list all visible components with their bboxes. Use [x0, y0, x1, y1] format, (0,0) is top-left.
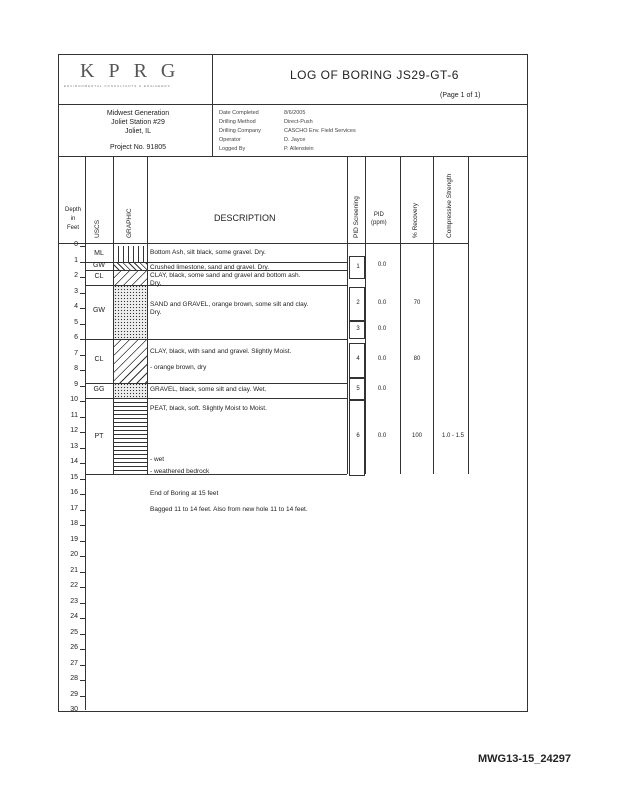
- info-value: D. Jayce: [284, 137, 306, 143]
- info-label: Date Completed: [219, 110, 259, 116]
- clay-pattern: [114, 270, 147, 285]
- depth-label: 7: [74, 349, 78, 357]
- layer-description: Dry.: [150, 280, 162, 287]
- layer-boundary: [85, 383, 347, 384]
- recovery-value: 70: [413, 300, 421, 306]
- depth-label: 13: [70, 442, 78, 450]
- depth-label: 30: [70, 706, 78, 713]
- layer-description: Bottom Ash, silt black, some gravel. Dry.: [150, 249, 266, 256]
- divider: [58, 156, 528, 157]
- gravel-pattern: [114, 383, 147, 398]
- sample-number: 6: [356, 433, 360, 439]
- depth-label: 20: [70, 551, 78, 558]
- divider: [58, 104, 528, 105]
- recovery-value: 100: [411, 433, 422, 439]
- depth-tick: [80, 432, 85, 433]
- uscs-code: CL: [94, 273, 104, 280]
- depth-tick: [80, 510, 85, 511]
- pid-value: 0.0: [377, 386, 387, 392]
- depth-tick: [80, 401, 85, 402]
- depth-label: 3: [74, 287, 78, 295]
- divider: [212, 54, 213, 156]
- layer-boundary: [85, 262, 347, 263]
- depth-tick: [80, 277, 85, 278]
- site-owner: Midwest Generation: [106, 110, 170, 117]
- layer-description: - orange brown, dry: [150, 364, 207, 371]
- divider: [147, 156, 148, 474]
- depth-tick: [80, 680, 85, 681]
- recovery-value: 80: [413, 356, 421, 362]
- page-number: (Page 1 of 1): [440, 92, 481, 99]
- depth-tick: [80, 479, 85, 480]
- sand-gravel-pattern: [114, 285, 147, 339]
- depth-axis: [85, 474, 86, 710]
- depth-label: 14: [70, 458, 78, 465]
- layer-description: CLAY, black, with sand and gravel. Slightly Moist.: [150, 348, 292, 355]
- depth-tick: [80, 587, 85, 588]
- depth-tick: [80, 417, 85, 418]
- uscs-header: USCS: [94, 219, 101, 238]
- sample-number: 1: [356, 264, 360, 270]
- uscs-code: CL: [94, 356, 104, 363]
- layer-description: PEAT, black, soft. Slightly Moist to Moist.: [150, 405, 267, 412]
- depth-tick: [80, 556, 85, 557]
- depth-tick: [80, 711, 85, 712]
- sample-number: 2: [356, 300, 360, 306]
- depth-label: 16: [70, 489, 78, 496]
- pid-value: 0.0: [377, 356, 387, 362]
- info-value: 8/6/2005: [284, 110, 306, 116]
- site-station: Joliet Station #29: [111, 119, 165, 126]
- depth-label: 2: [74, 272, 78, 279]
- logo: KPRG: [80, 60, 190, 82]
- depth-header-label: Depth: [64, 207, 81, 213]
- depth-label: 8: [74, 365, 78, 372]
- graphic-header: GRAPHIC: [126, 208, 133, 238]
- pid-value: 0.0: [377, 326, 387, 332]
- depth-label: 15: [70, 473, 78, 481]
- uscs-code: GW: [92, 307, 106, 314]
- layer-description: CLAY, black, some sand and gravel and bottom ash.: [150, 272, 301, 279]
- depth-label: 18: [70, 520, 78, 527]
- depth-tick: [80, 324, 85, 325]
- layer-boundary: [85, 474, 347, 475]
- project-number: Project No. 91805: [109, 144, 167, 151]
- bagged-note: Bagged 11 to 14 feet. Also from new hole 11 to 14 feet.: [150, 506, 308, 513]
- depth-header-in: in: [70, 216, 76, 222]
- depth-header-unit: Feet: [66, 225, 79, 231]
- depth-tick: [80, 494, 85, 495]
- pid-value: 0.0: [377, 433, 387, 439]
- depth-label: 26: [70, 644, 78, 651]
- document-id: MWG13-15_24297: [478, 753, 571, 765]
- end-of-boring-note: End of Boring at 15 feet: [150, 490, 219, 497]
- layer-description: GRAVEL, black, some silt and clay. Wet.: [150, 386, 267, 393]
- depth-tick: [80, 308, 85, 309]
- depth-label: 28: [70, 675, 78, 682]
- depth-label: 22: [70, 582, 78, 589]
- depth-label: 10: [70, 396, 78, 403]
- depth-label: 1: [74, 256, 78, 264]
- depth-tick: [80, 386, 85, 387]
- depth-label: 0: [74, 241, 78, 248]
- layer-description: Crushed limestone, sand and gravel. Dry.: [150, 264, 270, 271]
- pid-header-label: PID: [373, 212, 384, 218]
- uscs-code: PT: [94, 433, 104, 440]
- depth-tick: [80, 618, 85, 619]
- site-city: Joliet, IL: [124, 128, 152, 135]
- sample-number: 4: [356, 356, 360, 362]
- pid-value: 0.0: [377, 300, 387, 306]
- info-label: Operator: [219, 137, 241, 143]
- depth-tick: [80, 293, 85, 294]
- info-label: Drilling Method: [219, 119, 256, 125]
- depth-tick: [80, 603, 85, 604]
- layer-description: SAND and GRAVEL, orange brown, some silt and clay.: [150, 301, 309, 308]
- divider: [468, 156, 469, 474]
- depth-label: 25: [70, 628, 78, 636]
- depth-tick: [80, 246, 85, 247]
- description-header: DESCRIPTION: [214, 213, 276, 223]
- depth-label: 5: [74, 318, 78, 326]
- depth-tick: [80, 463, 85, 464]
- depth-label: 9: [74, 380, 78, 388]
- peat-pattern: [114, 398, 147, 474]
- layer-boundary: [85, 339, 347, 340]
- divider: [347, 156, 348, 474]
- depth-tick: [80, 525, 85, 526]
- uscs-code: ML: [94, 250, 104, 257]
- info-label: Logged By: [219, 146, 246, 152]
- layer-description: - weathered bedrock: [150, 468, 210, 475]
- sample-number: 3: [356, 326, 360, 332]
- depth-label: 17: [70, 504, 78, 512]
- depth-label: 23: [70, 597, 78, 605]
- compressive-value: 1.0 - 1.5: [441, 433, 464, 439]
- uscs-code: GW: [92, 262, 106, 269]
- divider: [365, 156, 366, 474]
- depth-tick: [80, 665, 85, 666]
- depth-tick: [80, 448, 85, 449]
- depth-label: 27: [70, 659, 78, 667]
- depth-label: 11: [70, 411, 78, 419]
- depth-label: 19: [70, 535, 78, 543]
- info-value: Direct-Push: [284, 119, 313, 125]
- sample-number: 5: [356, 386, 360, 392]
- depth-label: 6: [74, 334, 78, 341]
- depth-label: 24: [70, 613, 78, 620]
- pid-header: [371, 211, 387, 227]
- depth-label: 21: [70, 566, 78, 574]
- layer-boundary: [85, 285, 347, 286]
- layer-boundary: [85, 398, 347, 399]
- ash-pattern: [114, 246, 147, 262]
- info-value: P. Allenstein: [284, 146, 314, 152]
- depth-tick: [80, 696, 85, 697]
- divider: [58, 243, 468, 244]
- depth-header: [60, 206, 86, 233]
- depth-tick: [80, 634, 85, 635]
- depth-label: 4: [74, 303, 78, 310]
- divider: [85, 156, 86, 474]
- layer-description: - wet: [150, 456, 165, 463]
- pid-header-unit: (ppm): [371, 220, 387, 226]
- layer-description: Dry.: [150, 309, 162, 316]
- logo-subtitle: ENVIRONMENTAL CONSULTANTS & ENGINEERS: [64, 84, 171, 88]
- pid-value: 0.0: [377, 262, 387, 268]
- page-title: LOG OF BORING JS29-GT-6: [290, 68, 459, 82]
- divider: [433, 156, 434, 474]
- depth-tick: [80, 355, 85, 356]
- compressive-header: Compressive Strength: [446, 173, 453, 238]
- recovery-header: % Recovery: [412, 202, 419, 238]
- depth-label: 12: [70, 427, 78, 434]
- info-value: CASCHO Env. Field Services: [284, 128, 356, 134]
- depth-label: 29: [70, 690, 78, 698]
- info-label: Drilling Company: [219, 128, 261, 134]
- clay-pattern: [114, 339, 147, 383]
- depth-tick: [80, 572, 85, 573]
- depth-tick: [80, 541, 85, 542]
- depth-tick: [80, 649, 85, 650]
- depth-tick: [80, 370, 85, 371]
- uscs-code: GG: [93, 386, 105, 393]
- divider: [400, 156, 401, 474]
- pid-screening-header: PID Screening: [353, 196, 360, 238]
- limestone-pattern: [114, 262, 147, 270]
